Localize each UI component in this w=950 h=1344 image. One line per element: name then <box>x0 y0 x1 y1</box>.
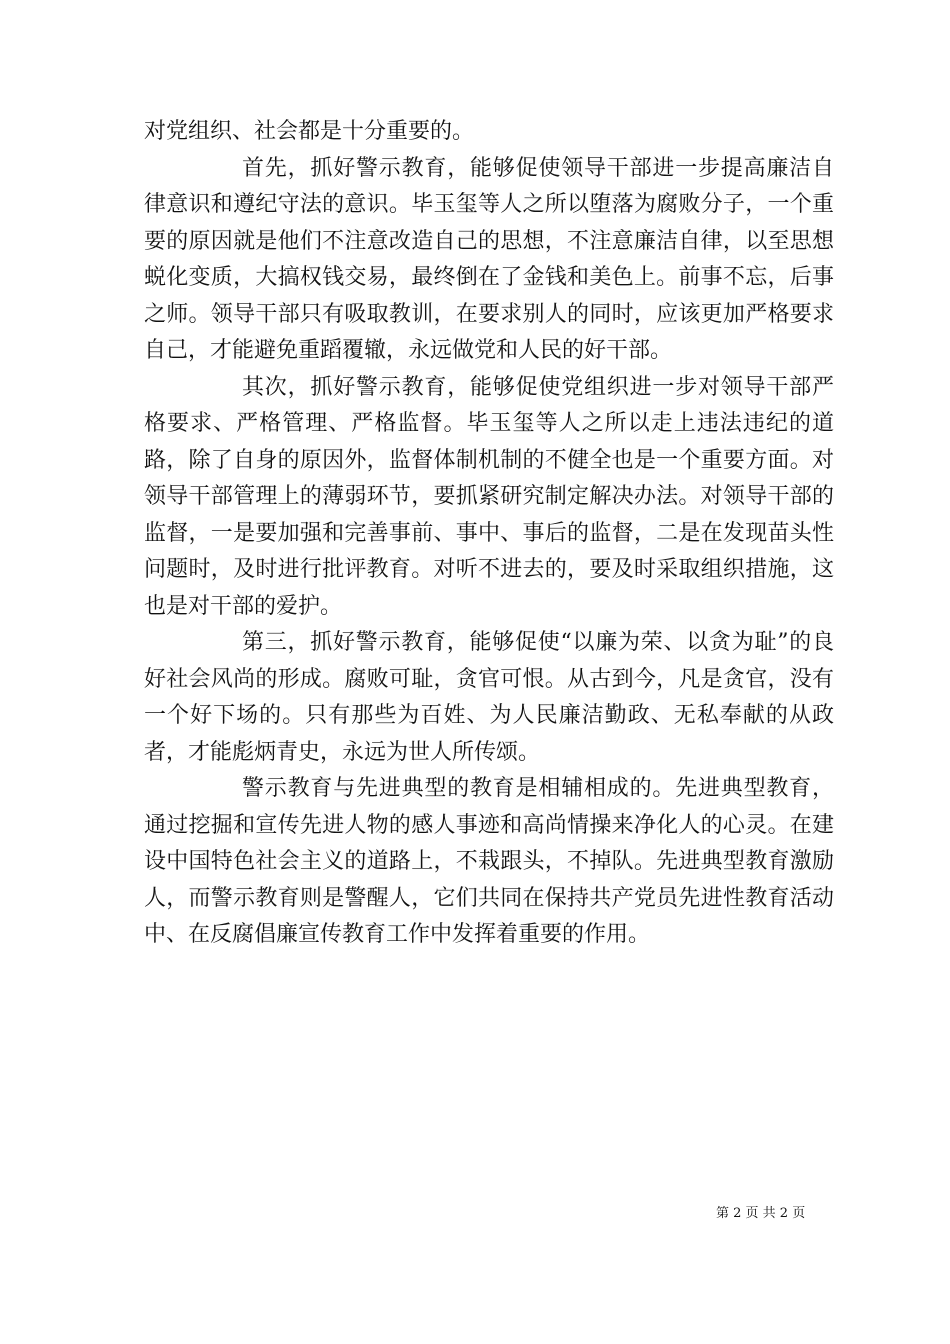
paragraph-first-point: 首先，抓好警示教育，能够促使领导干部进一步提高廉洁自律意识和遵纪守法的意识。毕玉玺等人之所以堕落为腐败分子，一个重要的原因就是他们不注意改造自己的思想，不注意廉洁自律，以至思想蜕化变质，大搞权钱交易，最终倒在了金钱和美色上。前事不忘，后事之师。领导干部只有吸取教训，在要求别人的同时，应该更加严格要求自己，才能避免重蹈覆辙，永远做党和人民的好干部。 <box>144 155 834 363</box>
paragraph-second-point: 其次，抓好警示教育，能够促使党组织进一步对领导干部严格要求、严格管理、严格监督。毕玉玺等人之所以走上违法违纪的道路，除了自身的原因外，监督体制机制的不健全也是一个重要方面。对领导干部管理上的薄弱环节，要抓紧研究制定解决办法。对领导干部的监督，一是要加强和完善事前、事中、事后的监督，二是在发现苗头性问题时，及时进行批评教育。对听不进去的，要及时采取组织措施，这也是对干部的爱护。 <box>144 374 834 619</box>
page-number-footer: 第 2 页 共 2 页 <box>716 1206 806 1221</box>
paragraph-continuation: 对党组织、社会都是十分重要的。 <box>144 119 475 144</box>
paragraph-third-point: 第三，抓好警示教育，能够促使“以廉为荣、以贪为耻”的良好社会风尚的形成。腐败可耻，贪官可恨。从古到今，凡是贪官，没有一个好下场的。只有那些为百姓、为人民廉洁勤政、无私奉献的从政者，才能彪炳青史，永远为世人所传颂。 <box>144 630 834 765</box>
document-body <box>144 114 834 954</box>
paragraph-conclusion: 警示教育与先进典型的教育是相辅相成的。先进典型教育，通过挖掘和宣传先进人物的感人事迹和高尚情操来净化人的心灵。在建设中国特色社会主义的道路上，不栽跟头，不掉队。先进典型教育激励人，而警示教育则是警醒人，它们共同在保持共产党员先进性教育活动中、在反腐倡廉宣传教育工作中发挥着重要的作用。 <box>144 776 834 947</box>
